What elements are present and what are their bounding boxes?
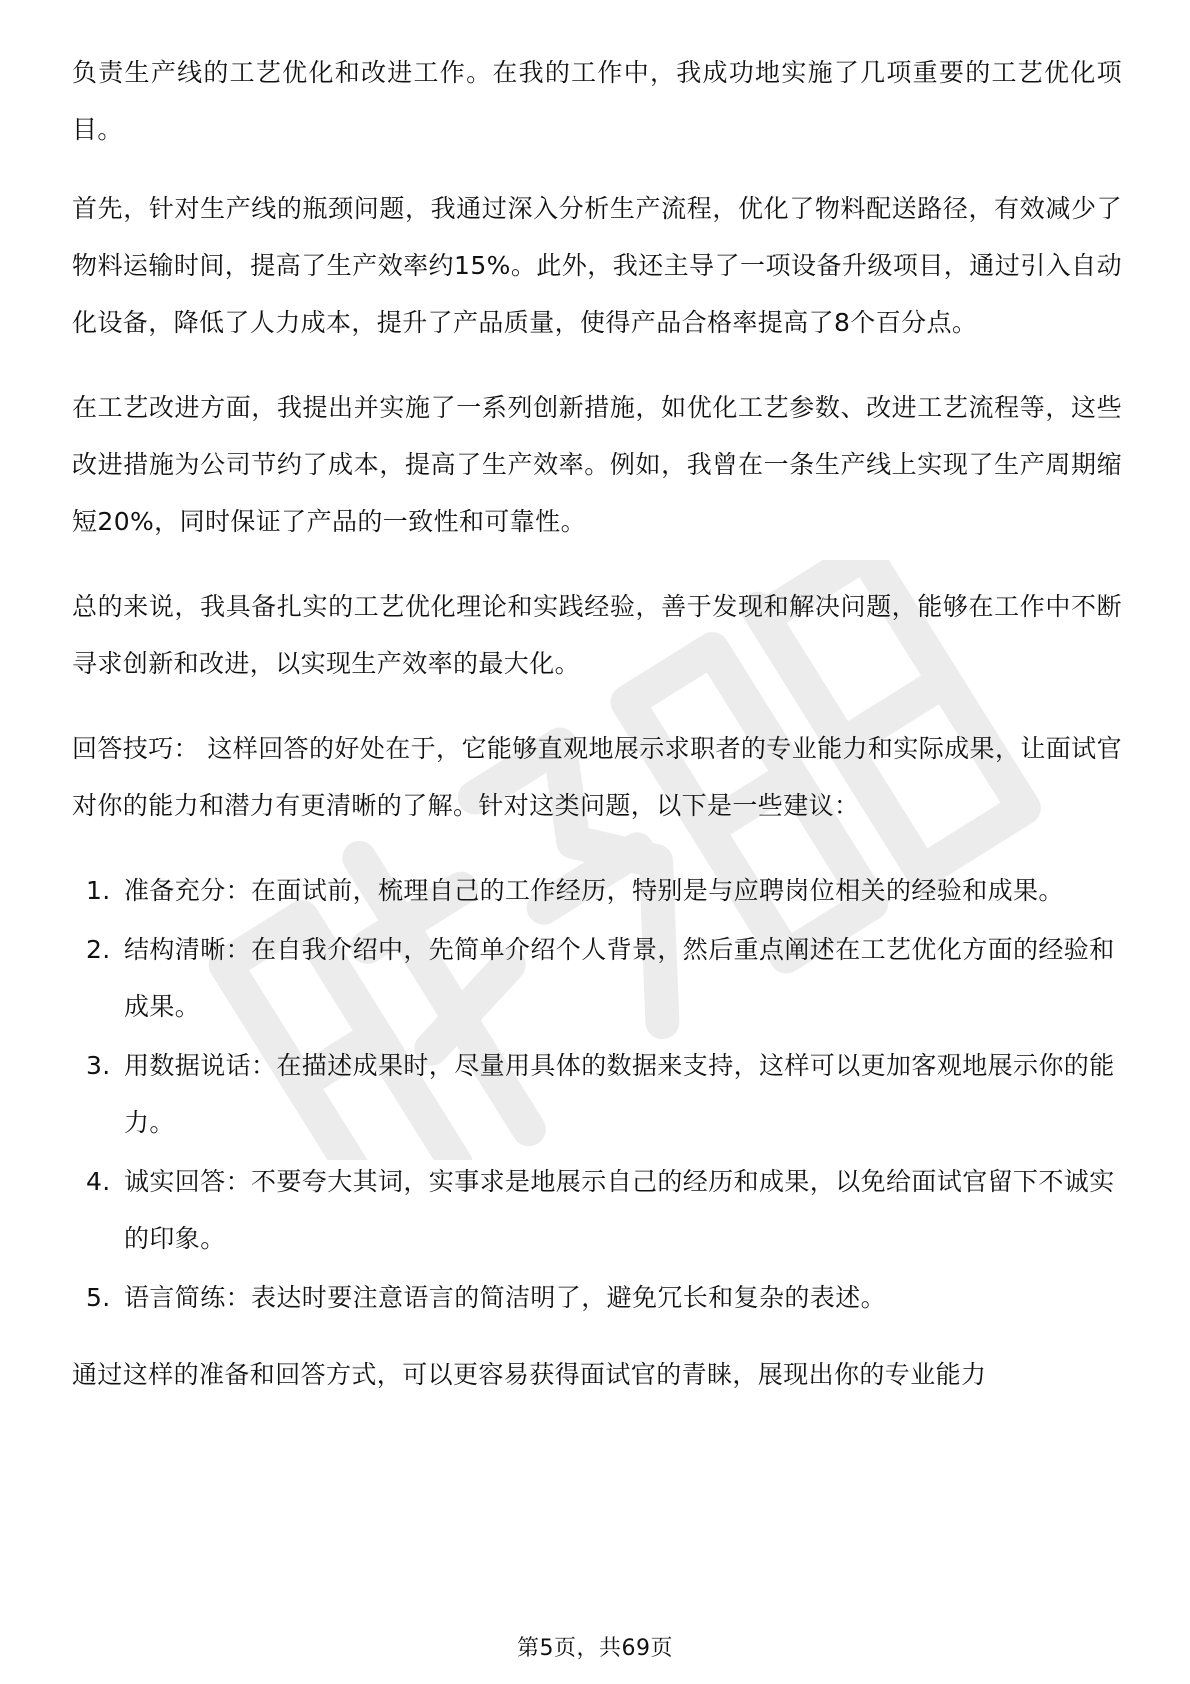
paragraph-summary: 总的来说，我具备扎实的工艺优化理论和实践经验，善于发现和解决问题，能够在工作中不断寻求创新和改进，以实现生产效率的最大化。 (72, 592, 1122, 678)
list-item-number: 5. (86, 1283, 111, 1312)
list-item (72, 862, 1122, 919)
list-item-text: 结构清晰：在自我介绍中，先简单介绍个人背景，然后重点阐述在工艺优化方面的经验和成果。 (124, 935, 1115, 1021)
list-item (72, 921, 1122, 1035)
list-item (72, 1037, 1122, 1151)
list-item-number: 4. (86, 1167, 111, 1196)
tips-list (72, 862, 1122, 1326)
main-content (72, 44, 1122, 1431)
list-item-text: 用数据说话：在描述成果时，尽量用具体的数据来支持，这样可以更加客观地展示你的能力。 (124, 1051, 1115, 1137)
list-item-text: 诚实回答：不要夸大其词，实事求是地展示自己的经历和成果，以免给面试官留下不诚实的印象。 (124, 1167, 1115, 1253)
list-item-number: 2. (86, 935, 111, 964)
list-item (72, 1269, 1122, 1326)
list-item (72, 1153, 1122, 1267)
list-item-number: 3. (86, 1051, 111, 1080)
list-item-text: 语言简练：表达时要注意语言的简洁明了，避免冗长和复杂的表述。 (124, 1283, 887, 1312)
paragraph-first-achievements: 首先，针对生产线的瓶颈问题，我通过深入分析生产流程，优化了物料配送路径，有效减少了物料运输时间，提高了生产效率约15%。此外，我还主导了一项设备升级项目，通过引入自动化设备，降低了人力成本，提升了产品质量，使得产品合格率提高了8个百分点。 (72, 194, 1122, 337)
list-item-text: 准备充分：在面试前，梳理自己的工作经历，特别是与应聘岗位相关的经验和成果。 (124, 876, 1064, 905)
page-number-footer: 第5页，共69页 (517, 1636, 673, 1661)
paragraph-answer-tips: 回答技巧： 这样回答的好处在于，它能够直观地展示求职者的专业能力和实际成果，让面试官对你的能力和潜力有更清晰的了解。针对这类问题，以下是一些建议： (72, 734, 1122, 820)
paragraph-intro: 负责生产线的工艺优化和改进工作。在我的工作中，我成功地实施了几项重要的工艺优化项目。 (72, 58, 1122, 144)
paragraph-closing: 通过这样的准备和回答方式，可以更容易获得面试官的青睐，展现出你的专业能力 (72, 1360, 987, 1389)
list-item-number: 1. (86, 876, 111, 905)
paragraph-process-improvement: 在工艺改进方面，我提出并实施了一系列创新措施，如优化工艺参数、改进工艺流程等，这些改进措施为公司节约了成本，提高了生产效率。例如，我曾在一条生产线上实现了生产周期缩短20%，同时保证了产品的一致性和可靠性。 (72, 393, 1122, 536)
